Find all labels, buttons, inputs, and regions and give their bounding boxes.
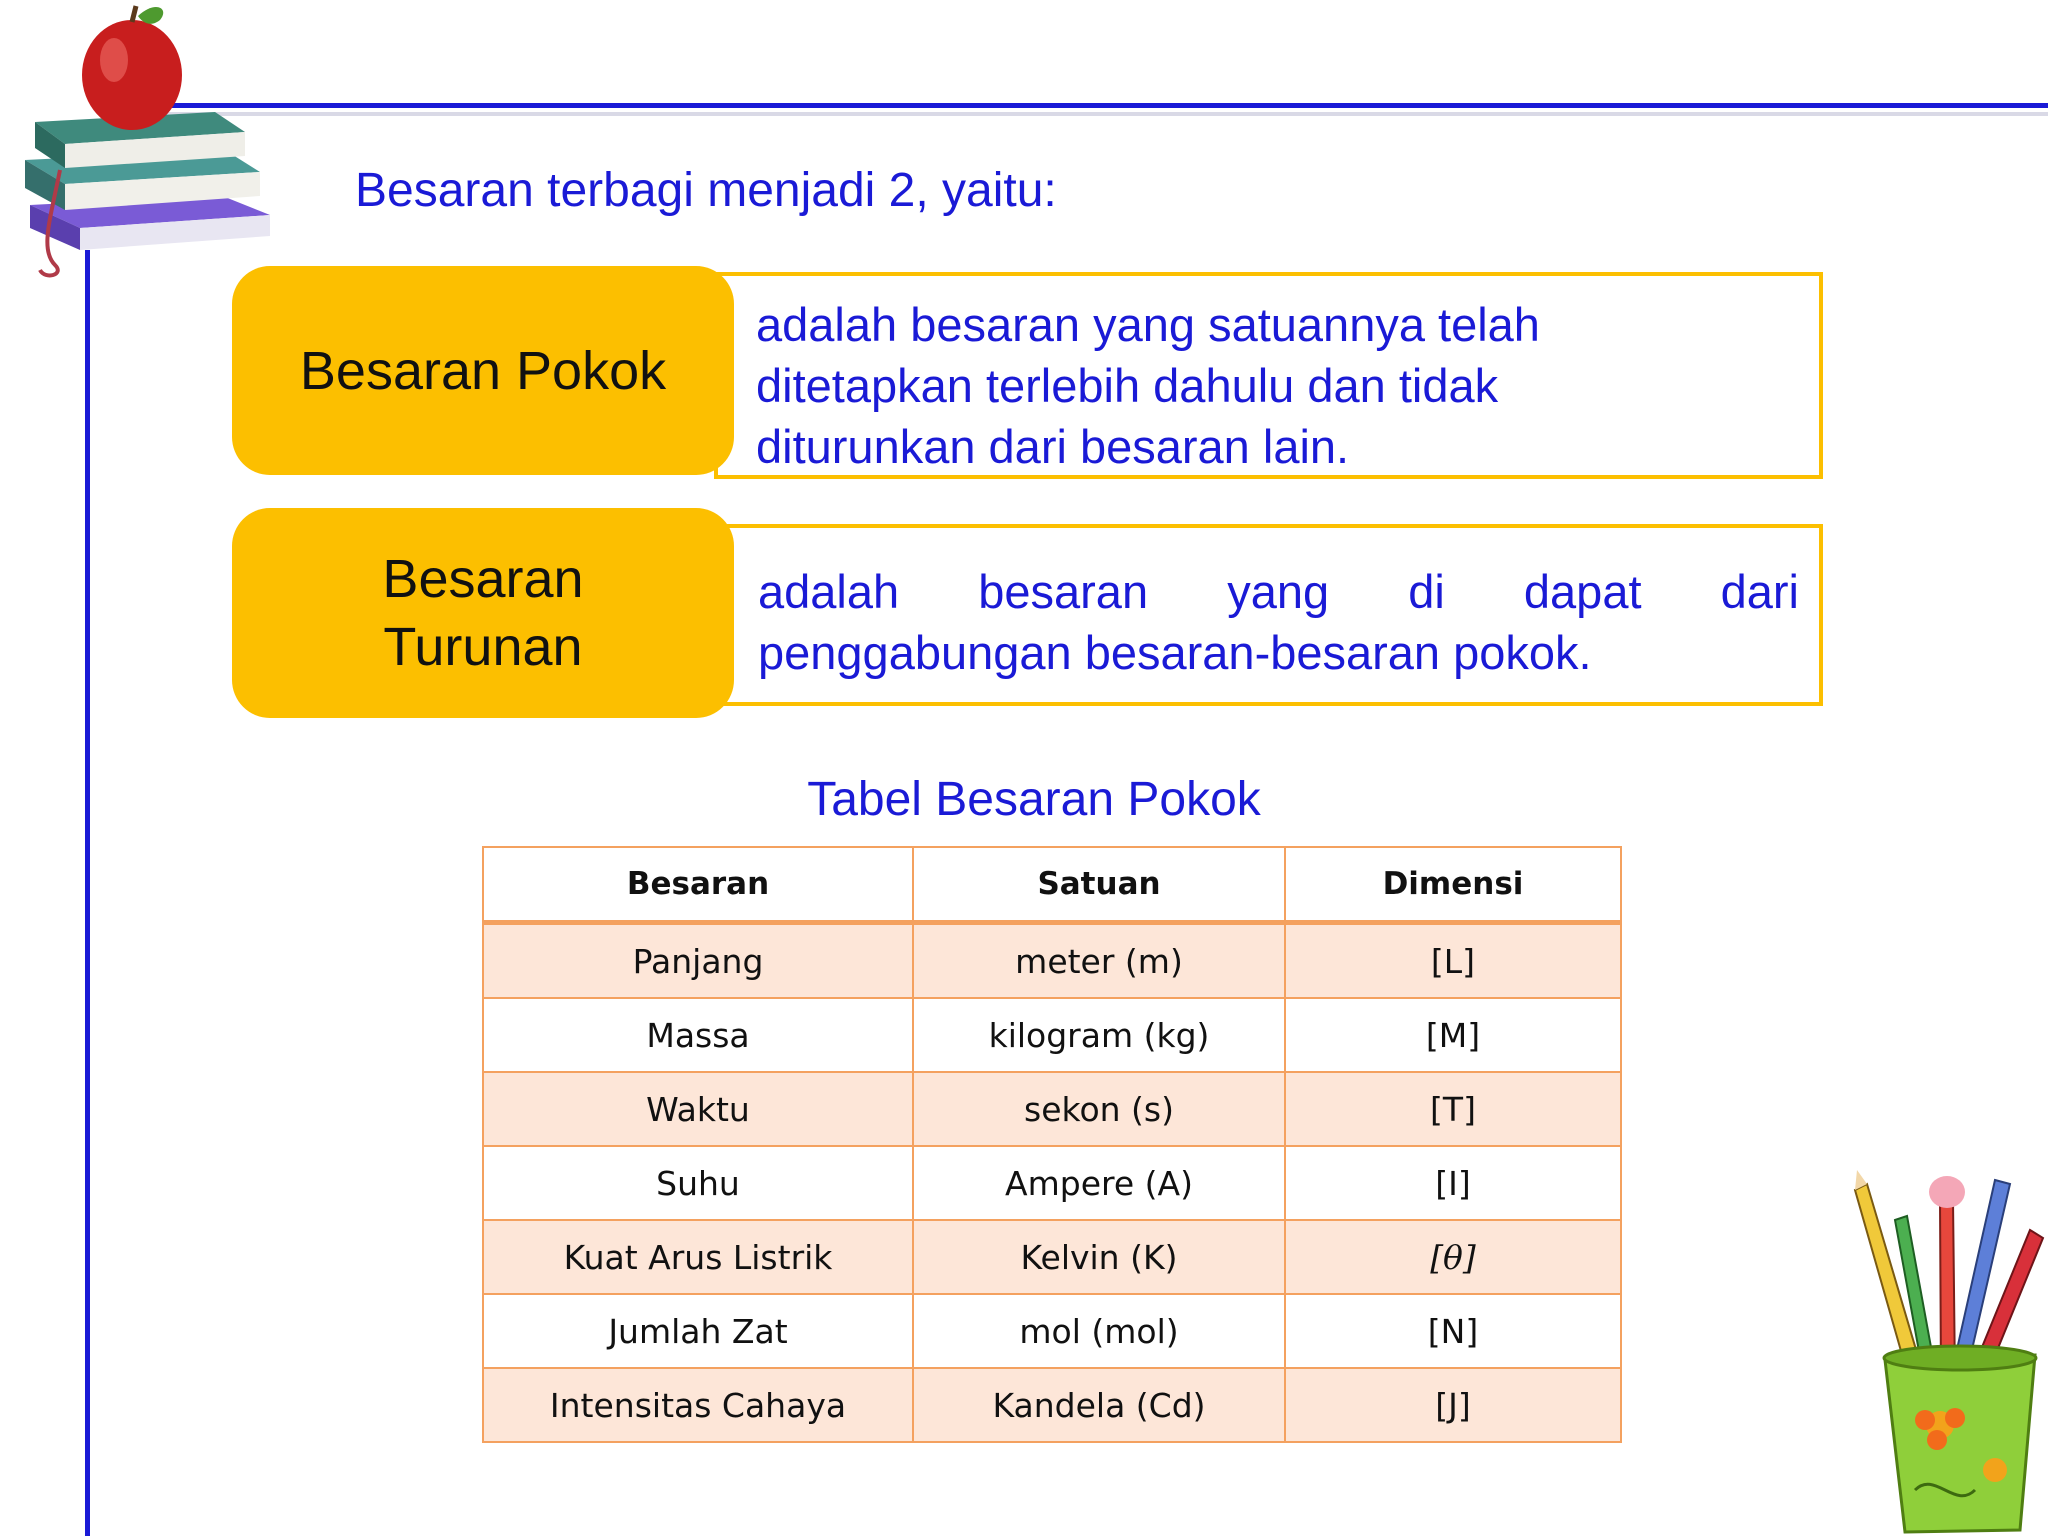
cell-satuan: sekon (s) xyxy=(913,1072,1285,1146)
term-label: Besaran Pokok xyxy=(299,340,667,401)
cell-besaran: Massa xyxy=(483,998,913,1072)
apple-books-illustration xyxy=(10,0,300,300)
cell-satuan: mol (mol) xyxy=(913,1294,1285,1368)
column-header-besaran: Besaran xyxy=(483,847,913,923)
table-row xyxy=(483,1220,1621,1294)
table-row xyxy=(483,1072,1621,1146)
cell-besaran: Kuat Arus Listrik xyxy=(483,1220,913,1294)
table-header-row xyxy=(483,847,1621,923)
cell-dimensi: [I] xyxy=(1285,1146,1621,1220)
cell-dimensi: [θ] xyxy=(1285,1220,1621,1294)
column-header-dimensi: Dimensi xyxy=(1285,847,1621,923)
definition-line: penggabungan besaran-besaran pokok. xyxy=(758,626,1592,679)
column-header-satuan: Satuan xyxy=(913,847,1285,923)
term-besaran-turunan xyxy=(232,508,734,718)
cell-besaran: Waktu xyxy=(483,1072,913,1146)
definition-line: ditetapkan terlebih dahulu dan tidak xyxy=(756,359,1499,412)
cell-satuan: Kelvin (K) xyxy=(913,1220,1285,1294)
definition-besaran-turunan xyxy=(714,524,1823,706)
table-row xyxy=(483,1146,1621,1220)
cell-besaran: Panjang xyxy=(483,923,913,999)
table-title: Tabel Besaran Pokok xyxy=(807,773,1261,826)
top-rule xyxy=(150,103,2048,108)
left-rule xyxy=(85,250,90,1536)
cell-dimensi: [N] xyxy=(1285,1294,1621,1368)
cell-besaran: Jumlah Zat xyxy=(483,1294,913,1368)
term-label-line-1: Besaran xyxy=(382,549,584,609)
definition-line: adalah besaran yang di dapat dari xyxy=(758,565,1799,618)
term-label-line-2: Turunan xyxy=(383,617,583,677)
cell-dimensi: [L] xyxy=(1285,923,1621,999)
cell-dimensi: [J] xyxy=(1285,1368,1621,1442)
cell-dimensi: [T] xyxy=(1285,1072,1621,1146)
table-row xyxy=(483,923,1621,999)
definition-besaran-pokok xyxy=(714,272,1823,479)
cell-besaran: Intensitas Cahaya xyxy=(483,1368,913,1442)
cell-satuan: Ampere (A) xyxy=(913,1146,1285,1220)
cell-dimensi: [M] xyxy=(1285,998,1621,1072)
base-quantities-table xyxy=(482,846,1622,1443)
definition-line: diturunkan dari besaran lain. xyxy=(756,420,1350,473)
definition-line: adalah besaran yang satuannya telah xyxy=(756,298,1540,351)
pencil-cup-illustration xyxy=(1845,1170,2048,1536)
table-row xyxy=(483,998,1621,1072)
table-row xyxy=(483,1368,1621,1442)
cell-satuan: kilogram (kg) xyxy=(913,998,1285,1072)
term-besaran-pokok xyxy=(232,266,734,475)
top-rule-shadow xyxy=(150,112,2048,116)
cell-satuan: meter (m) xyxy=(913,923,1285,999)
cell-satuan: Kandela (Cd) xyxy=(913,1368,1285,1442)
slide-title: Besaran terbagi menjadi 2, yaitu: xyxy=(355,164,1057,217)
cell-besaran: Suhu xyxy=(483,1146,913,1220)
table-row xyxy=(483,1294,1621,1368)
